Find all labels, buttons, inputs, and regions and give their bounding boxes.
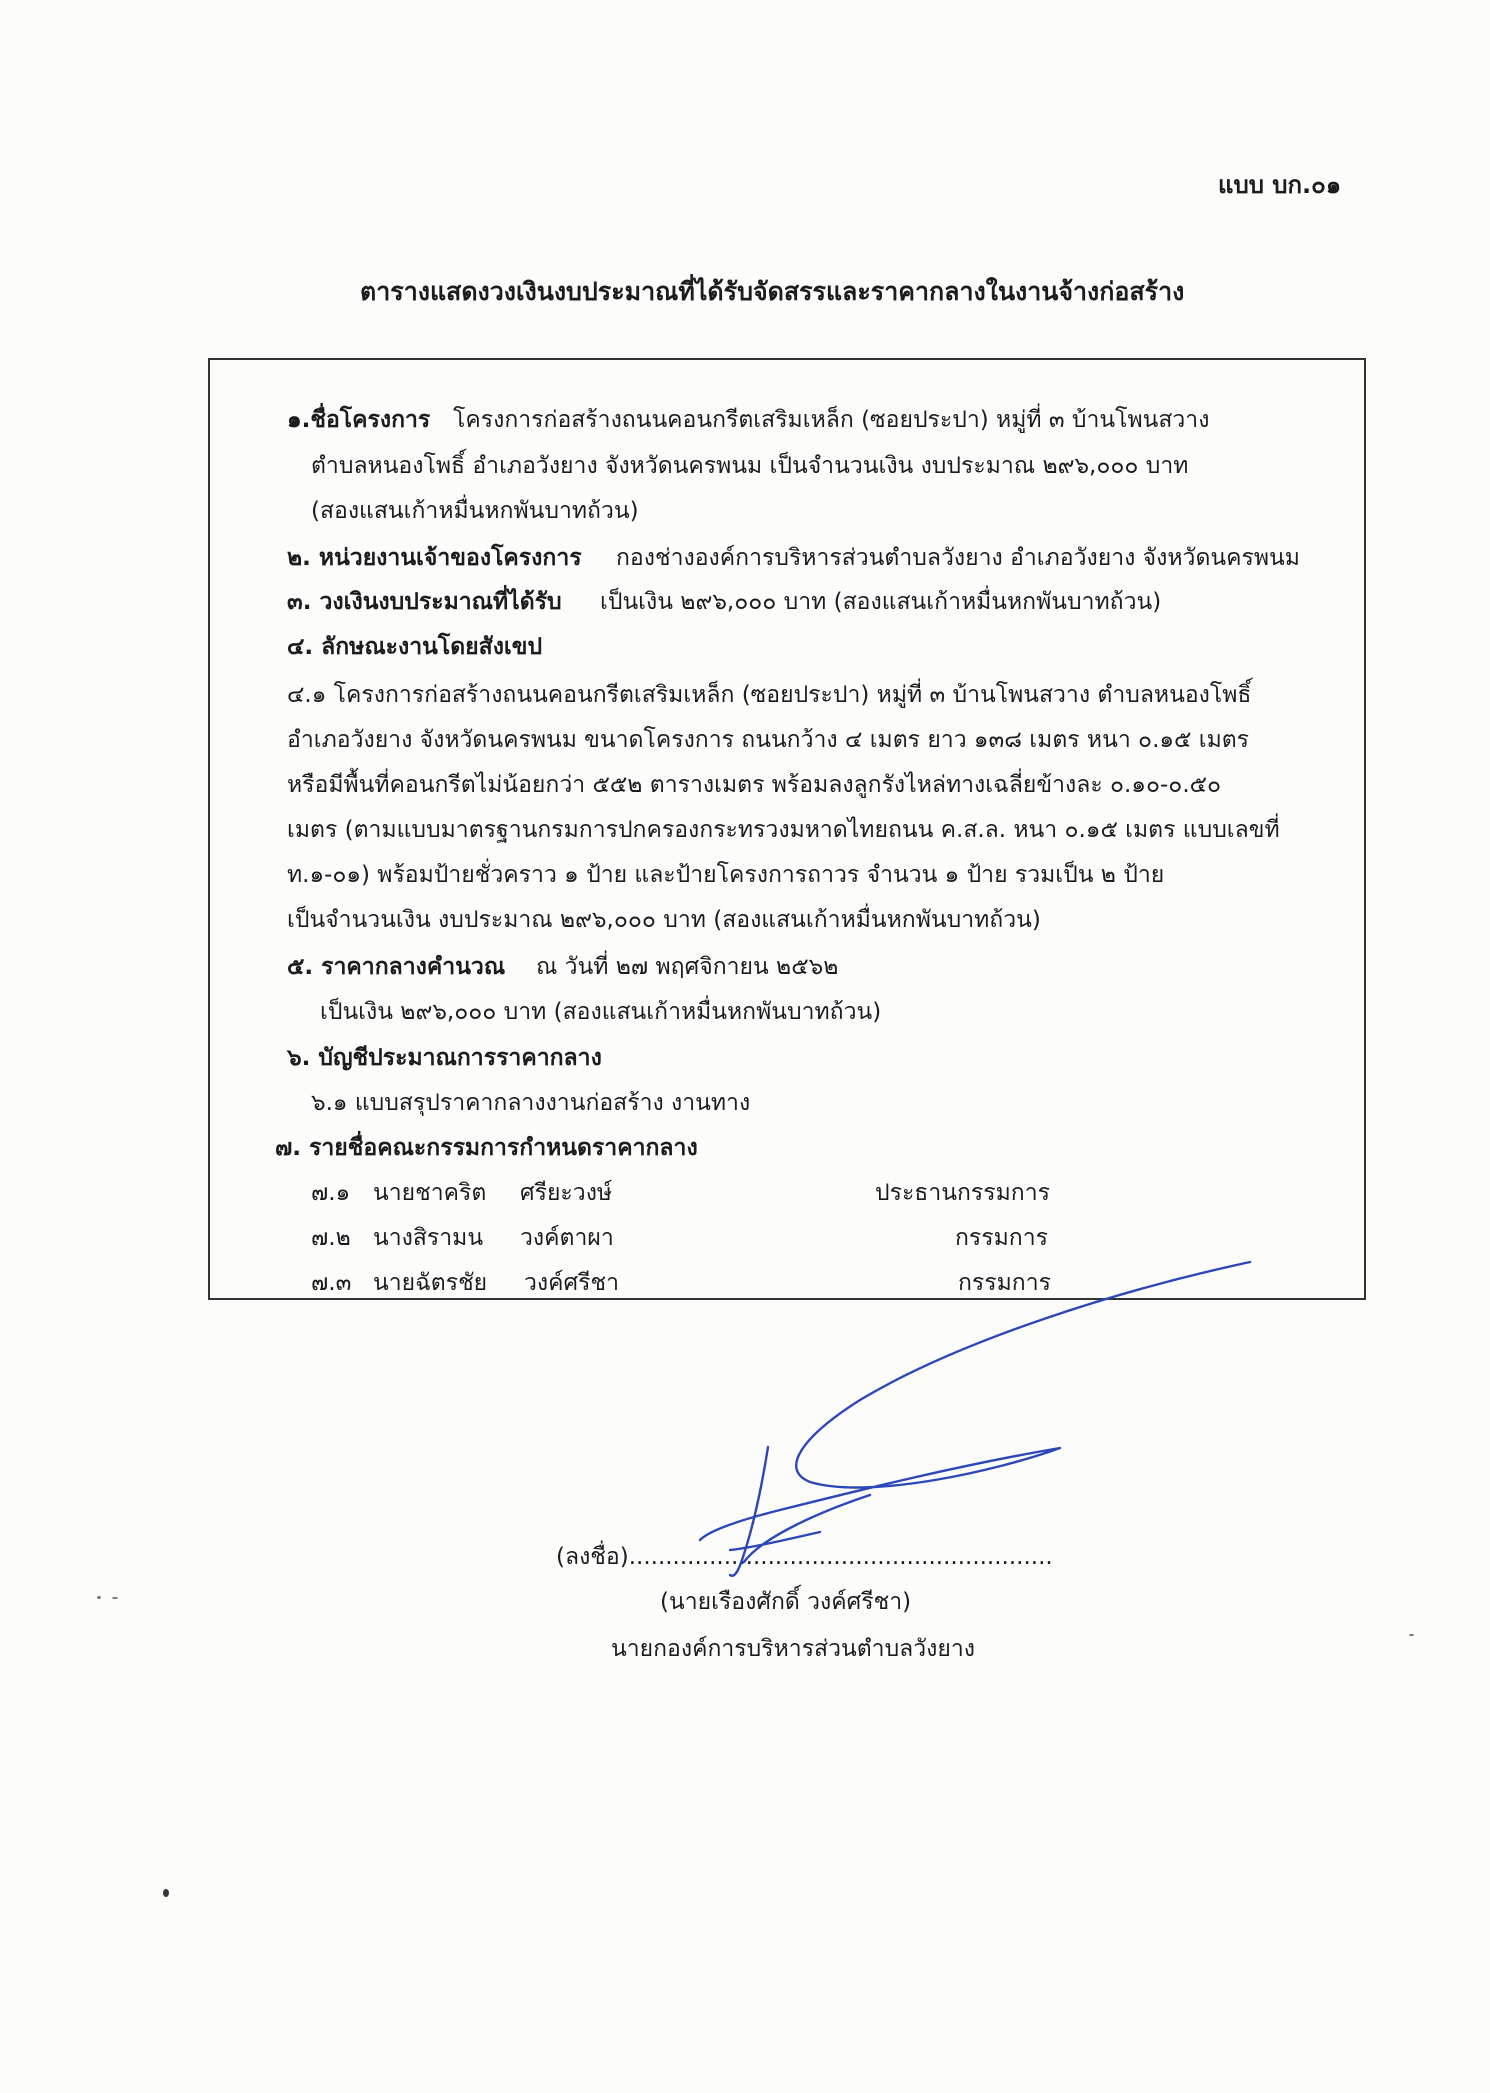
- paper-speck: [1409, 1634, 1414, 1636]
- committee-role: ประธานกรรมการ: [875, 1180, 1050, 1206]
- committee-role: กรรมการ: [958, 1270, 1051, 1296]
- section2-text: กองช่างองค์การบริหารส่วนตำบลวังยาง อำเภอวังยาง จังหวัดนครพนม: [616, 545, 1300, 571]
- committee-name: นางสิรามน: [373, 1225, 484, 1251]
- section7-label: ๗. รายชื่อคณะกรรมการกำหนดราคากลาง: [275, 1135, 698, 1161]
- committee-no: ๗.๑: [311, 1180, 351, 1206]
- signature-line: (ลงชื่อ)..........................................................: [556, 1544, 1053, 1570]
- section6-label: ๖. บัญชีประมาณการราคากลาง: [287, 1045, 602, 1071]
- section3-label: ๓. วงเงินงบประมาณที่ได้รับ: [287, 589, 562, 615]
- committee-no: ๗.๓: [311, 1270, 352, 1296]
- committee-surname: วงค์ศรีชา: [524, 1270, 620, 1296]
- signatory-name: (นายเรืองศักดิ์ วงค์ศรีชา): [660, 1589, 912, 1615]
- section4-line: เมตร (ตามแบบมาตรฐานกรมการปกครองกระทรวงมหาดไทยถนน ค.ส.ล. หนา ๐.๑๕ เมตร แบบเลขที่: [287, 817, 1280, 843]
- section4-line: ๔.๑ โครงการก่อสร้างถนนคอนกรีตเสริมเหล็ก (ซอยประปา) หมู่ที่ ๓ บ้านโพนสวาง ตำบลหนองโพธิ์: [287, 682, 1252, 708]
- committee-name: นายฉัตรชัย: [373, 1270, 488, 1296]
- section4-label: ๔. ลักษณะงานโดยสังเขป: [287, 634, 543, 660]
- section5-label: ๕. ราคากลางคำนวณ: [287, 954, 506, 980]
- paper-speck: [163, 1889, 169, 1897]
- form-code: แบบ บก.๐๑: [1218, 171, 1342, 199]
- signatory-position: นายกองค์การบริหารส่วนตำบลวังยาง: [611, 1636, 976, 1662]
- section2-label: ๒. หน่วยงานเจ้าของโครงการ: [287, 545, 582, 571]
- section1-label: ๑.ชื่อโครงการ: [287, 407, 431, 433]
- section4-line: ท.๑-๐๑) พร้อมป้ายชั่วคราว ๑ ป้าย และป้ายโครงการถาวร จำนวน ๑ ป้าย รวมเป็น ๒ ป้าย: [287, 862, 1165, 888]
- section1-line1: โครงการก่อสร้างถนนคอนกรีตเสริมเหล็ก (ซอยประปา) หมู่ที่ ๓ บ้านโพนสวาง: [453, 407, 1210, 433]
- section1-line2: ตำบลหนองโพธิ์ อำเภอวังยาง จังหวัดนครพนม เป็นจำนวนเงิน งบประมาณ ๒๙๖,๐๐๐ บาท: [311, 453, 1189, 479]
- section5-date: ณ วันที่ ๒๗ พฤศจิกายน ๒๕๖๒: [536, 954, 839, 980]
- committee-surname: วงค์ตาผา: [520, 1225, 614, 1251]
- section5-amount: เป็นเงิน ๒๙๖,๐๐๐ บาท (สองแสนเก้าหมื่นหกพันบาทถ้วน): [320, 999, 882, 1025]
- section1-line3: (สองแสนเก้าหมื่นหกพันบาทถ้วน): [311, 498, 639, 524]
- section3-text: เป็นเงิน ๒๙๖,๐๐๐ บาท (สองแสนเก้าหมื่นหกพันบาทถ้วน): [600, 589, 1162, 615]
- section4-line: เป็นจำนวนเงิน งบประมาณ ๒๙๖,๐๐๐ บาท (สองแสนเก้าหมื่นหกพันบาทถ้วน): [287, 907, 1041, 933]
- section6-item: ๖.๑ แบบสรุปราคากลางงานก่อสร้าง งานทาง: [311, 1090, 751, 1116]
- committee-name: นายชาคริต: [373, 1180, 487, 1206]
- paper-speck: [97, 1596, 101, 1599]
- committee-role: กรรมการ: [955, 1225, 1048, 1251]
- section4-line: อำเภอวังยาง จังหวัดนครพนม ขนาดโครงการ ถนนกว้าง ๔ เมตร ยาว ๑๓๘ เมตร หนา ๐.๑๕ เมตร: [287, 727, 1250, 753]
- paper-speck: [112, 1597, 118, 1599]
- committee-surname: ศรียะวงษ์: [520, 1180, 613, 1206]
- document-title: ตารางแสดงวงเงินงบประมาณที่ได้รับจัดสรรและราคากลางในงานจ้างก่อสร้าง: [360, 277, 1185, 306]
- section4-line: หรือมีพื้นที่คอนกรีตไม่น้อยกว่า ๕๕๒ ตารางเมตร พร้อมลงลูกรังไหล่ทางเฉลี่ยข้างละ ๐.๑๐-๐.๕๐: [287, 772, 1222, 798]
- committee-no: ๗.๒: [311, 1225, 351, 1251]
